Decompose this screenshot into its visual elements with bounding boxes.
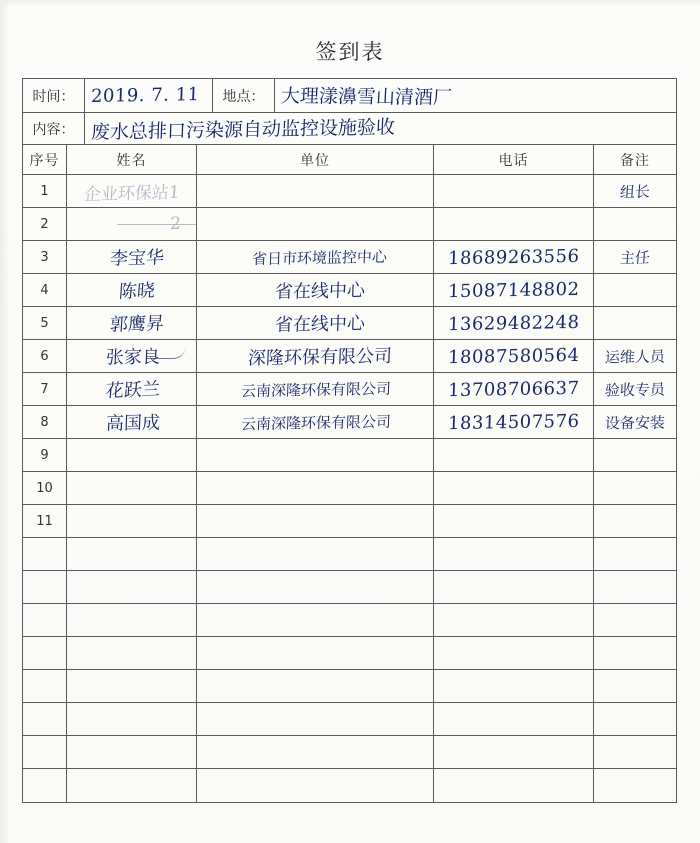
row-note-cell [594,340,676,372]
row-unit-cell [197,604,434,636]
row-note-cell [594,307,676,339]
row-name: 李宝华 [108,247,165,270]
row-name-cell [67,406,197,438]
row-no: 7 [23,373,67,405]
row-name-cell [67,340,197,372]
row-note-cell [594,538,676,570]
row-unit: 深隆环保有限公司 [247,345,393,370]
place-value-cell [275,79,676,112]
table-row [23,307,676,340]
row-unit-cell [197,307,434,339]
row-unit-cell [197,670,434,702]
scan-edge-top [0,0,700,8]
row-unit-cell [197,373,434,405]
row-no: 9 [23,439,67,471]
row-tel: 18314507576 [447,410,580,434]
row-note-cell [594,274,676,306]
row-no: 5 [23,307,67,339]
row-name: 2 [169,213,182,235]
row-tel-cell [434,604,594,636]
table-row [23,637,676,670]
table-row [23,670,676,703]
table-row [23,373,676,406]
row-no: 11 [23,505,67,537]
row-name-cell [67,472,197,504]
content-value: 废水总排口污染源自动监控设施验收 [90,116,396,144]
row-no [23,604,67,636]
row-tel-cell [434,241,594,273]
place-label: 地点： [213,79,275,112]
row-name-cell [67,637,197,669]
table-row [23,241,676,274]
time-value: 2019. 7. 11 [90,84,200,107]
row-no: 1 [23,175,67,207]
erased-strike-line [117,224,197,225]
row-no: 3 [23,241,67,273]
row-note: 设备安装 [604,412,666,433]
place-value: 大理漾濞雪山清酒厂 [280,85,453,109]
time-value-cell [85,79,213,112]
row-note-cell [594,604,676,636]
row-tel-cell [434,406,594,438]
row-name-cell [67,736,197,768]
sign-in-sheet-table [22,78,677,803]
row-name-cell [67,241,197,273]
row-tel-cell [434,538,594,570]
row-note: 组长 [619,182,651,201]
row-name-cell [67,538,197,570]
row-note-cell [594,571,676,603]
row-tel-cell [434,637,594,669]
row-unit-cell [197,538,434,570]
row-tel: 13708706637 [447,377,580,401]
row-unit: 云南深隆环保有限公司 [240,412,392,433]
row-name-cell [67,208,197,240]
row-name-cell [67,604,197,636]
row-unit: 省在线中心 [274,280,366,303]
table-row [23,274,676,307]
row-unit-cell [197,472,434,504]
row-name: 高国成 [105,412,160,435]
row-tel-cell [434,769,594,802]
table-row [23,406,676,439]
row-note: 验收专员 [604,379,666,400]
row-note-cell [594,703,676,735]
content-value-cell [85,113,676,144]
row-unit-cell [197,736,434,768]
row-no: 10 [23,472,67,504]
row-name-cell [67,769,197,802]
row-unit-cell [197,340,434,372]
row-note-cell [594,208,676,240]
row-tel: 18087580564 [447,344,580,368]
time-label: 时间： [23,79,85,112]
row-unit-cell [197,241,434,273]
row-note-cell [594,175,676,207]
row-tel: 18689263556 [447,245,580,269]
row-tel-cell [434,472,594,504]
row-tel-cell [434,373,594,405]
table-row [23,604,676,637]
row-tel: 15087148802 [447,278,580,302]
pen-tail-mark [146,346,186,359]
row-note: 主任 [619,248,651,267]
row-unit-cell [197,769,434,802]
row-no [23,670,67,702]
table-row [23,175,676,208]
row-name-cell [67,274,197,306]
row-name-cell [67,439,197,471]
table-row [23,769,676,802]
row-unit-cell [197,406,434,438]
table-header-row [23,145,676,175]
row-note-cell [594,472,676,504]
row-note-cell [594,769,676,802]
row-unit: 云南深隆环保有限公司 [240,379,392,400]
column-header-tel: 电话 [434,145,594,174]
row-tel-cell [434,208,594,240]
row-no [23,736,67,768]
row-unit-cell [197,571,434,603]
page-title: 签到表 [315,40,385,64]
row-tel-cell [434,703,594,735]
content-label: 内容： [23,113,85,144]
row-name: 郭鹰昇 [108,313,165,336]
row-note-cell [594,439,676,471]
row-unit: 省在线中心 [274,313,366,336]
row-no: 6 [23,340,67,372]
row-note-cell [594,637,676,669]
row-no: 2 [23,208,67,240]
row-no [23,769,67,802]
table-row [23,472,676,505]
row-no [23,571,67,603]
row-tel: 13629482248 [447,311,580,335]
meta-row-time-place [23,79,676,113]
row-name-cell [67,307,197,339]
row-unit-cell [197,505,434,537]
row-tel-cell [434,571,594,603]
row-unit-cell [197,175,434,207]
row-unit-cell [197,637,434,669]
row-name: 陈晓 [117,280,156,303]
table-row [23,538,676,571]
column-header-no: 序号 [23,145,67,174]
row-unit: 省日市环境监控中心 [252,247,388,268]
row-note-cell [594,373,676,405]
column-header-name: 姓名 [67,145,197,174]
row-no: 8 [23,406,67,438]
scan-edge-left [0,0,10,843]
row-name-cell [67,373,197,405]
table-row [23,505,676,538]
row-tel-cell [434,439,594,471]
row-no [23,703,67,735]
row-no [23,637,67,669]
row-name-cell [67,175,197,207]
table-row [23,340,676,373]
table-row [23,439,676,472]
column-header-note: 备注 [620,152,650,169]
row-name: 张家良 [105,346,160,369]
row-unit-cell [197,703,434,735]
table-row [23,208,676,241]
row-note-cell [594,670,676,702]
meta-row-content [23,113,676,145]
row-note-cell [594,406,676,438]
row-tel-cell [434,307,594,339]
row-tel-cell [434,274,594,306]
row-note: 运维人员 [604,346,666,367]
row-tel-cell [434,505,594,537]
row-name: 花跃兰 [104,378,161,403]
table-row [23,736,676,769]
row-name-cell [67,571,197,603]
row-name-cell [67,505,197,537]
row-name: 企业环保站1 [82,182,180,205]
row-unit-cell [197,439,434,471]
row-tel-cell [434,670,594,702]
table-row [23,703,676,736]
row-name-cell [67,670,197,702]
row-tel-cell [434,340,594,372]
table-row [23,571,676,604]
row-tel-cell [434,736,594,768]
column-header-unit: 单位 [197,145,434,174]
row-no [23,538,67,570]
row-note-cell [594,736,676,768]
row-unit-cell [197,274,434,306]
row-note-cell [594,505,676,537]
row-name-cell [67,703,197,735]
row-no: 4 [23,274,67,306]
row-tel-cell [434,175,594,207]
row-unit-cell [197,208,434,240]
row-note-cell [594,241,676,273]
